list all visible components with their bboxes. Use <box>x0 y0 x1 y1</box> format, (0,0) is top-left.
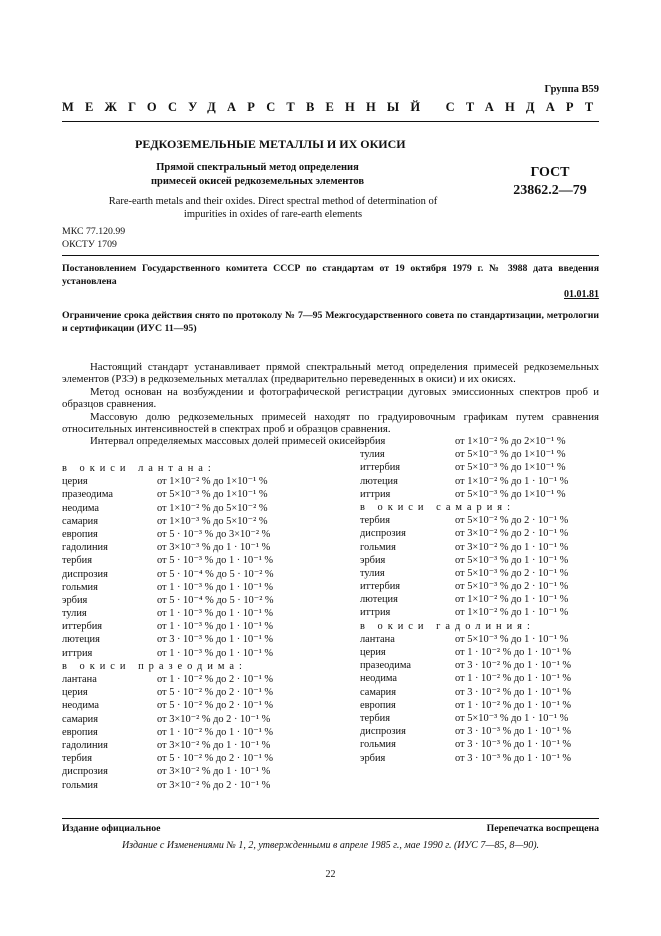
range-row <box>62 475 332 488</box>
range-row <box>360 712 605 725</box>
range-row <box>62 488 332 501</box>
mass-fraction-range: от 1×10⁻² % до 2×10⁻¹ % <box>455 436 566 447</box>
lanthanum-impurity-list-continued <box>360 435 605 501</box>
right-ranges-column <box>360 435 605 765</box>
mass-fraction-range: от 5×10⁻³ % до 1×10⁻¹ % <box>455 462 566 474</box>
mass-fraction-range: от 5×10⁻³ % до 2 · 10⁻¹ % <box>455 581 569 593</box>
range-row <box>62 726 332 739</box>
element-name: иттербия <box>360 462 401 474</box>
mass-fraction-range: от 5 · 10⁻² % до 2 · 10⁻¹ % <box>157 753 274 765</box>
range-row <box>360 659 605 672</box>
element-name: европия <box>62 726 98 738</box>
samarium-impurity-list <box>360 514 605 620</box>
element-name: самария <box>62 515 99 527</box>
element-name: тербия <box>360 712 390 724</box>
lanthanum-impurity-list <box>62 475 332 660</box>
element-name: тулия <box>62 608 87 620</box>
decree-text: Постановлением Государственного комитета СССР по стандартам от 19 октября 1979 г. № 3988 дата введения установлена <box>62 263 599 287</box>
mass-fraction-range: от 1 · 10⁻³ % до 1 · 10⁻¹ % <box>157 581 274 593</box>
mass-fraction-range: от 1×10⁻² % до 1 · 10⁻¹ % <box>455 475 569 487</box>
element-name: лютеция <box>360 475 398 487</box>
mass-fraction-range: от 1×10⁻² % до 1 · 10⁻¹ % <box>455 607 569 619</box>
paragraph-method: Метод основан на возбуждении и фотографической регистрации дуговых эмиссионных спектров проб и образцов сравнения. <box>62 385 599 411</box>
range-row <box>62 607 332 620</box>
range-row <box>62 647 332 660</box>
range-row <box>360 541 605 554</box>
mks-code: МКС 77.120.99 <box>62 226 126 237</box>
gost-number: 23862.2—79 <box>513 183 587 198</box>
section-heading-gadolinium: в окиси гадолиния: <box>360 620 535 632</box>
range-row <box>62 502 332 515</box>
range-row <box>62 620 332 633</box>
mass-fraction-range: от 3×10⁻² % до 2 · 10⁻¹ % <box>455 528 569 540</box>
range-row <box>360 633 605 646</box>
range-row <box>62 528 332 541</box>
okstu-code: ОКСТУ 1709 <box>62 239 117 250</box>
mass-fraction-range: от 1 · 10⁻² % до 1 · 10⁻¹ % <box>157 726 274 738</box>
gost-label: ГОСТ <box>530 165 570 180</box>
element-name: диспрозия <box>62 766 108 778</box>
element-name: гадолиния <box>62 739 108 751</box>
element-name: эрбия <box>360 554 386 566</box>
mass-fraction-range: от 1 · 10⁻² % до 1 · 10⁻¹ % <box>455 699 572 711</box>
mass-fraction-range: от 3 · 10⁻² % до 1 · 10⁻¹ % <box>455 660 572 672</box>
element-name: церия <box>62 687 88 699</box>
document-title: РЕДКОЗЕМЕЛЬНЫЕ МЕТАЛЛЫ И ИХ ОКИСИ <box>135 137 406 151</box>
element-name: церия <box>360 647 386 658</box>
element-name: эрбия <box>62 594 88 606</box>
range-row <box>62 594 332 607</box>
mass-fraction-range: от 5 · 10⁻² % до 2 · 10⁻¹ % <box>157 700 274 712</box>
element-name: иттербия <box>360 581 401 593</box>
mass-fraction-range: от 3×10⁻³ % до 1 · 10⁻¹ % <box>157 542 271 554</box>
range-row <box>62 739 332 752</box>
limitation-text: Ограничение срока действия снято по протоколу № 7—95 Межгосударственного совета по стандартизации, метрологии и сертификации (ИУС 11—95) <box>62 310 599 334</box>
mass-fraction-range: от 3 · 10⁻³ % до 1 · 10⁻¹ % <box>455 752 572 764</box>
footer-divider <box>62 818 599 819</box>
section-heading-praseodymium: в окиси празеодима: <box>62 660 247 672</box>
range-row <box>360 606 605 619</box>
range-row <box>360 514 605 527</box>
element-name: диспрозия <box>360 528 406 540</box>
mass-fraction-range: от 5×10⁻³ % до 1 · 10⁻¹ % <box>455 712 569 724</box>
gadolinium-impurity-list <box>360 633 605 765</box>
mass-fraction-range: от 5 · 10⁻⁴ % до 5 · 10⁻² % <box>157 568 274 580</box>
range-row <box>62 699 332 712</box>
paragraph-interval: Интервал определяемых массовых долей примесей окисей: <box>90 435 364 448</box>
section-heading-lanthanum: в окиси лантана: <box>62 463 216 474</box>
mass-fraction-range: от 1 · 10⁻² % до 2 · 10⁻¹ % <box>157 674 274 685</box>
range-row <box>360 593 605 606</box>
praseodymium-impurity-list <box>62 673 332 792</box>
range-row <box>62 713 332 726</box>
element-name: лантана <box>360 633 395 645</box>
range-row <box>62 673 332 686</box>
range-row <box>62 581 332 594</box>
element-name: тербия <box>360 515 390 527</box>
mass-fraction-range: от 5×10⁻³ % до 2 · 10⁻¹ % <box>455 567 569 579</box>
mass-fraction-range: от 5×10⁻³ % до 1×10⁻¹ % <box>455 488 566 500</box>
mass-fraction-range: от 5 · 10⁻³ % до 1 · 10⁻¹ % <box>157 555 274 567</box>
element-name: тулия <box>360 449 385 461</box>
element-name: эрбия <box>360 436 386 447</box>
element-name: иттрия <box>62 647 93 659</box>
reprint-notice: Перепечатка воспрещена <box>486 823 599 834</box>
mass-fraction-range: от 5 · 10⁻² % до 2 · 10⁻¹ % <box>157 687 274 699</box>
mass-fraction-range: от 5×10⁻³ % до 1 · 10⁻¹ % <box>455 633 569 645</box>
element-name: лютеция <box>62 634 100 646</box>
page-number: 22 <box>325 869 336 880</box>
element-name: гольмия <box>360 739 396 751</box>
range-row <box>360 488 605 501</box>
range-row <box>62 568 332 581</box>
range-row <box>62 779 332 792</box>
section-heading-samarium: в окиси самария: <box>360 501 515 513</box>
classification-codes <box>62 225 125 251</box>
mass-fraction-range: от 5×10⁻³ % до 1×10⁻¹ % <box>455 449 566 461</box>
mass-fraction-range: от 1 · 10⁻³ % до 1 · 10⁻¹ % <box>157 621 274 633</box>
element-name: празеодима <box>62 489 113 501</box>
mass-fraction-range: от 5×10⁻³ % до 1×10⁻¹ % <box>157 489 268 501</box>
element-name: иттрия <box>360 607 391 619</box>
element-name: неодима <box>360 673 398 685</box>
range-row <box>360 475 605 488</box>
header-divider <box>62 255 599 256</box>
mass-fraction-range: от 1×10⁻² % до 1×10⁻¹ % <box>157 476 268 488</box>
mass-fraction-range: от 1 · 10⁻² % до 1 · 10⁻¹ % <box>455 647 572 658</box>
range-row <box>360 686 605 699</box>
element-name: лантана <box>62 674 97 685</box>
range-row <box>360 527 605 540</box>
group-code: Группа В59 <box>544 84 599 95</box>
mass-fraction-range: от 3 · 10⁻³ % до 1 · 10⁻¹ % <box>157 634 274 646</box>
range-row <box>62 541 332 554</box>
range-row <box>62 752 332 765</box>
element-name: лютеция <box>360 594 398 606</box>
mass-fraction-range: от 3×10⁻² % до 1 · 10⁻¹ % <box>157 766 271 778</box>
element-name: иттрия <box>360 488 391 500</box>
mass-fraction-range: от 1 · 10⁻³ % до 1 · 10⁻¹ % <box>157 608 274 620</box>
standard-type: МЕЖГОСУДАРСТВЕННЫЙ СТАНДАРТ <box>62 100 605 114</box>
changes-note: Издание с Изменениями № 1, 2, утвержденными в апреле 1985 г., мае 1990 г. (ИУС 7—85, 8—90). <box>121 840 540 851</box>
mass-fraction-range: от 1×10⁻² % до 5×10⁻² % <box>157 502 268 514</box>
element-name: самария <box>62 713 99 725</box>
element-name: европия <box>62 528 98 540</box>
element-name: самария <box>360 686 397 698</box>
range-row <box>360 738 605 751</box>
top-divider <box>62 121 599 122</box>
range-row <box>360 554 605 567</box>
mass-fraction-range: от 3 · 10⁻³ % до 1 · 10⁻¹ % <box>455 726 572 738</box>
range-row <box>360 646 605 659</box>
range-row <box>62 515 332 528</box>
introduction-date: 01.01.81 <box>564 289 599 300</box>
mass-fraction-range: от 1×10⁻³ % до 5×10⁻² % <box>157 515 268 527</box>
range-row <box>62 686 332 699</box>
element-name: диспрозия <box>62 568 108 580</box>
range-row <box>62 554 332 567</box>
mass-fraction-range: от 1×10⁻² % до 1 · 10⁻¹ % <box>455 594 569 606</box>
element-name: церия <box>62 476 88 488</box>
element-name: тербия <box>62 555 92 567</box>
element-name: празеодима <box>360 660 411 672</box>
mass-fraction-range: от 3 · 10⁻² % до 1 · 10⁻¹ % <box>455 686 572 698</box>
range-row <box>62 765 332 778</box>
element-name: гольмия <box>360 541 396 553</box>
range-row <box>360 699 605 712</box>
left-ranges-column <box>62 462 332 792</box>
english-title: Rare-earth metals and their oxides. Direct spectral method of determination of impurities in oxides of rare-earth elements <box>108 196 438 220</box>
element-name: эрбия <box>360 752 386 764</box>
element-name: гольмия <box>62 581 98 593</box>
element-name: гольмия <box>62 779 98 791</box>
mass-fraction-range: от 5 · 10⁻⁴ % до 5 · 10⁻² % <box>157 594 274 606</box>
mass-fraction-range: от 1 · 10⁻² % до 1 · 10⁻¹ % <box>455 673 572 685</box>
range-row <box>360 461 605 474</box>
element-name: диспрозия <box>360 726 406 738</box>
element-name: тербия <box>62 753 92 765</box>
range-row <box>360 672 605 685</box>
paragraph-scope: Настоящий стандарт устанавливает прямой спектральный метод определения примесей редкоземельных элементов (РЗЭ) в редкоземельных металлах (предварительно переведенных в окиси) и их окисях. <box>62 361 599 386</box>
range-row <box>62 633 332 646</box>
mass-fraction-range: от 5×10⁻² % до 2 · 10⁻¹ % <box>455 515 569 527</box>
paragraph-calibration: Массовую долю редкоземельных примесей находят по градуировочным графикам путем сравнения относительных интенсивностей в спектрах проб и образцов сравнения. <box>62 410 599 436</box>
mass-fraction-range: от 3×10⁻² % до 2 · 10⁻¹ % <box>157 713 271 725</box>
mass-fraction-range: от 3×10⁻² % до 2 · 10⁻¹ % <box>157 779 271 791</box>
document-subtitle: Прямой спектральный метод определения примесей окисей редкоземельных элементов <box>150 162 364 187</box>
element-name: иттербия <box>62 621 103 633</box>
range-row <box>360 725 605 738</box>
element-name: тулия <box>360 567 385 579</box>
mass-fraction-range: от 1 · 10⁻³ % до 1 · 10⁻¹ % <box>157 647 274 659</box>
range-row <box>360 580 605 593</box>
element-name: гадолиния <box>62 542 108 554</box>
range-row <box>360 567 605 580</box>
mass-fraction-range: от 5 · 10⁻³ % до 3×10⁻² % <box>157 528 271 540</box>
range-row <box>360 752 605 765</box>
mass-fraction-range: от 3 · 10⁻³ % до 1 · 10⁻¹ % <box>455 739 572 751</box>
element-name: неодима <box>62 700 100 712</box>
gost-designation <box>500 164 600 200</box>
mass-fraction-range: от 5×10⁻³ % до 1 · 10⁻¹ % <box>455 554 569 566</box>
edition-label: Издание официальное <box>62 823 161 834</box>
range-row <box>360 435 605 448</box>
mass-fraction-range: от 3×10⁻² % до 1 · 10⁻¹ % <box>455 541 569 553</box>
mass-fraction-range: от 3×10⁻² % до 1 · 10⁻¹ % <box>157 739 271 751</box>
element-name: неодима <box>62 502 100 514</box>
range-row <box>360 448 605 461</box>
element-name: европия <box>360 699 396 711</box>
